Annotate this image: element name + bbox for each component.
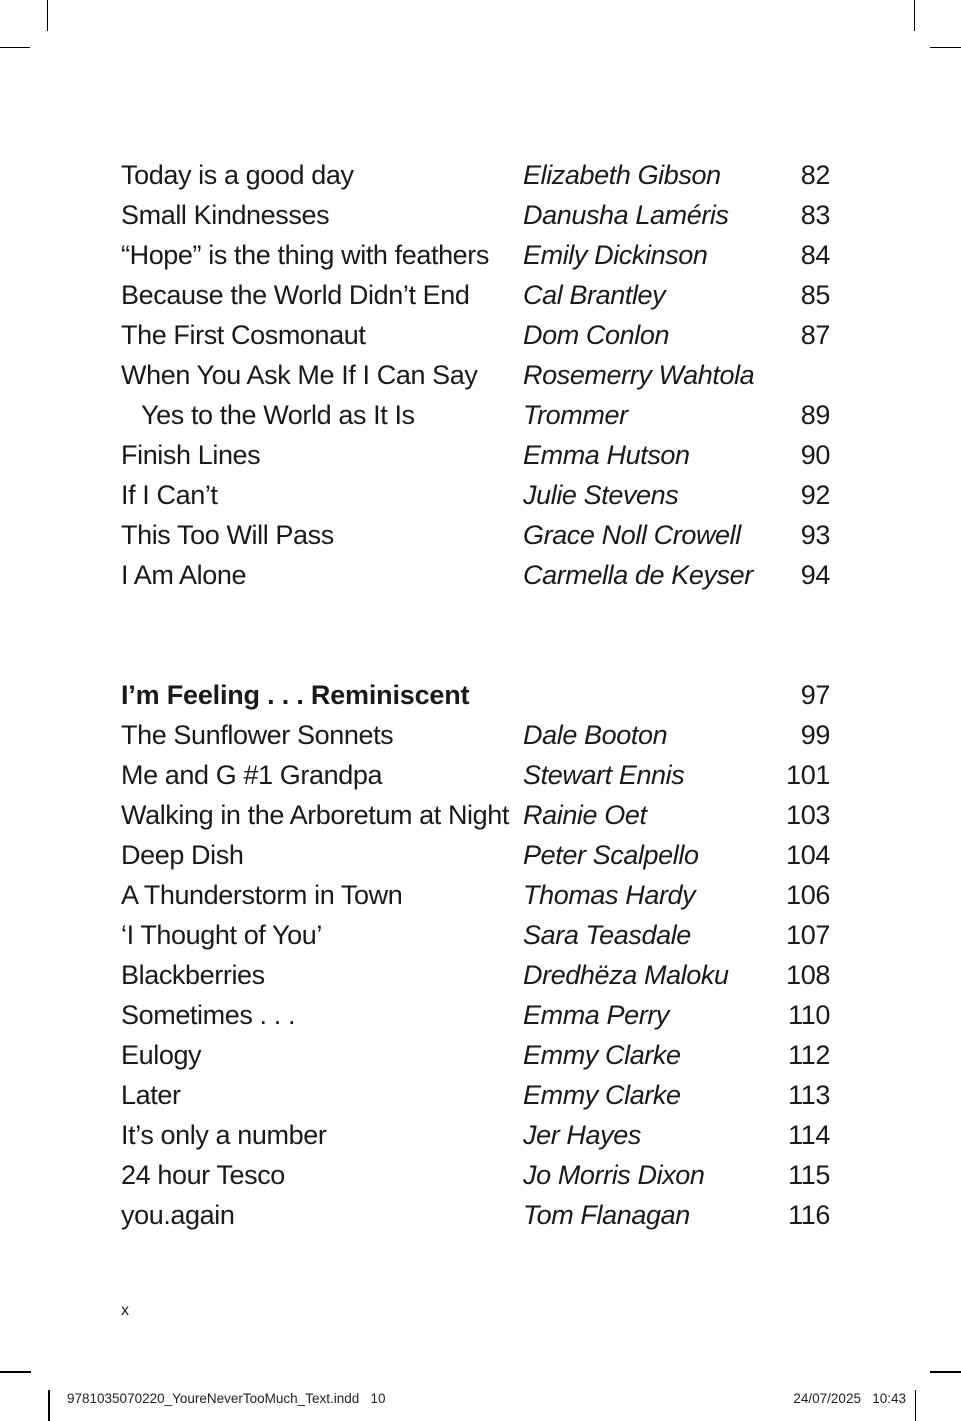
- entry-title: ‘I Thought of You’: [121, 919, 322, 950]
- entry-page-number: 90: [800, 439, 830, 470]
- entry-title: A Thunderstorm in Town: [121, 879, 403, 910]
- entry-page-number: 101: [786, 759, 830, 790]
- entry-title: Me and G #1 Grandpa: [121, 759, 383, 790]
- entry-title: The Sunflower Sonnets: [121, 719, 394, 750]
- entry-page-number: 110: [788, 999, 830, 1030]
- toc-row: [121, 955, 830, 995]
- entry-page-number: 83: [800, 199, 830, 230]
- entry-page-number: 85: [800, 279, 830, 310]
- entry-author: Sara Teasdale: [523, 919, 691, 950]
- entry-title: Finish Lines: [121, 439, 261, 470]
- section-heading: I’m Feeling . . . Reminiscent: [121, 679, 470, 710]
- entry-title: Blackberries: [121, 959, 265, 990]
- crop-mark-top-right-horizontal: [930, 47, 961, 49]
- toc-row: [121, 195, 830, 235]
- toc-row: [121, 515, 830, 555]
- toc-row: [121, 155, 830, 195]
- folio-page-number: x: [121, 1302, 129, 1319]
- entry-page-number: 106: [786, 879, 830, 910]
- toc-section: [121, 155, 830, 595]
- toc-row: [121, 915, 830, 955]
- entry-author: Peter Scalpello: [523, 839, 699, 870]
- entry-author: Jo Morris Dixon: [523, 1159, 705, 1190]
- toc-row: [121, 555, 830, 595]
- toc-row: [121, 1195, 830, 1235]
- toc-row: [121, 1035, 830, 1075]
- toc-row: [121, 835, 830, 875]
- entry-author: Elizabeth Gibson: [523, 159, 721, 190]
- entry-page-number: 94: [800, 559, 830, 590]
- entry-title: When You Ask Me If I Can Say: [121, 359, 478, 390]
- entry-author: Thomas Hardy: [523, 879, 696, 910]
- entry-author: Rosemerry Wahtola: [523, 359, 755, 390]
- entry-page-number: 104: [786, 839, 830, 870]
- entry-page-number: 107: [786, 919, 830, 950]
- toc-row: [121, 475, 830, 515]
- toc-row: [121, 795, 830, 835]
- toc-row: [121, 315, 830, 355]
- entry-page-number: 116: [788, 1199, 830, 1230]
- entry-page-number: 82: [800, 159, 830, 190]
- entry-page-number: 93: [800, 519, 830, 550]
- entry-title: you.again: [121, 1199, 235, 1230]
- toc-row: [121, 1155, 830, 1195]
- crop-mark-bottom-left-horizontal: [0, 1371, 31, 1373]
- entry-page-number: 89: [800, 399, 830, 430]
- entry-page-number: 112: [788, 1039, 830, 1070]
- toc-row: [121, 235, 830, 275]
- toc-row: [121, 355, 830, 395]
- toc-section: [121, 675, 830, 1235]
- entry-title: This Too Will Pass: [121, 519, 334, 550]
- toc-row: [121, 755, 830, 795]
- entry-author: Rainie Oet: [523, 799, 647, 830]
- entry-title: The First Cosmonaut: [121, 319, 366, 350]
- entry-title: I Am Alone: [121, 559, 247, 590]
- toc-list: [121, 155, 830, 1235]
- entry-page-number: 99: [800, 719, 830, 750]
- entry-page-number: 113: [788, 1079, 830, 1110]
- entry-author: Grace Noll Crowell: [523, 519, 741, 550]
- entry-title: “Hope” is the thing with feathers: [121, 239, 489, 270]
- toc-row: [121, 275, 830, 315]
- toc-row: [121, 435, 830, 475]
- entry-title: It’s only a number: [121, 1119, 327, 1150]
- entry-title: If I Can’t: [121, 479, 218, 510]
- crop-mark-top-left-horizontal: [0, 47, 30, 49]
- entry-title: Because the World Didn’t End: [121, 279, 470, 310]
- entry-page-number: 84: [800, 239, 830, 270]
- prepress-footer: [67, 1391, 906, 1406]
- entry-author: Dale Booton: [523, 719, 668, 750]
- entry-title: Sometimes . . .: [121, 999, 296, 1030]
- entry-title: Small Kindnesses: [121, 199, 330, 230]
- crop-mark-bottom-right-horizontal: [930, 1371, 961, 1373]
- entry-author: Carmella de Keyser: [523, 559, 753, 590]
- crop-mark-bottom-right-vertical: [915, 1390, 917, 1421]
- crop-mark-top-right-vertical: [914, 0, 916, 31]
- entry-title: Eulogy: [121, 1039, 202, 1070]
- entry-page-number: 87: [800, 319, 830, 350]
- crop-mark-bottom-left-vertical: [48, 1390, 50, 1421]
- entry-page-number: 115: [788, 1159, 830, 1190]
- entry-author: Jer Hayes: [523, 1119, 641, 1150]
- entry-author: Emmy Clarke: [523, 1079, 681, 1110]
- footer-datetime: 24/07/2025 10:43: [793, 1391, 906, 1406]
- entry-author: Julie Stevens: [523, 479, 679, 510]
- crop-mark-top-left-vertical: [47, 0, 49, 31]
- entry-page-number: 114: [788, 1119, 830, 1150]
- entry-title: Deep Dish: [121, 839, 244, 870]
- entry-author: Danusha Laméris: [523, 199, 729, 230]
- toc-row: [121, 395, 830, 435]
- toc-row: [121, 995, 830, 1035]
- entry-author: Trommer: [523, 399, 628, 430]
- toc-section-heading-row: [121, 675, 830, 715]
- entry-author: Emmy Clarke: [523, 1039, 681, 1070]
- toc-row: [121, 1075, 830, 1115]
- entry-title: Yes to the World as It Is: [141, 399, 415, 430]
- entry-page-number: 108: [786, 959, 830, 990]
- entry-author: Tom Flanagan: [523, 1199, 690, 1230]
- entry-title: 24 hour Tesco: [121, 1159, 285, 1190]
- entry-author: Emma Hutson: [523, 439, 690, 470]
- entry-author: Dredhëza Maloku: [523, 959, 729, 990]
- entry-author: Stewart Ennis: [523, 759, 685, 790]
- entry-page-number: 92: [800, 479, 830, 510]
- entry-author: Emma Perry: [523, 999, 670, 1030]
- toc-row: [121, 715, 830, 755]
- footer-filename: 9781035070220_YoureNeverTooMuch_Text.indd 10: [67, 1391, 386, 1406]
- entry-title: Later: [121, 1079, 181, 1110]
- entry-author: Dom Conlon: [523, 319, 670, 350]
- entry-title: Walking in the Arboretum at Night: [121, 799, 509, 830]
- entry-author: Emily Dickinson: [523, 239, 708, 270]
- toc-row: [121, 1115, 830, 1155]
- entry-page-number: 103: [786, 799, 830, 830]
- toc-row: [121, 875, 830, 915]
- section-page-number: 97: [800, 679, 830, 710]
- entry-author: Cal Brantley: [523, 279, 666, 310]
- entry-title: Today is a good day: [121, 159, 354, 190]
